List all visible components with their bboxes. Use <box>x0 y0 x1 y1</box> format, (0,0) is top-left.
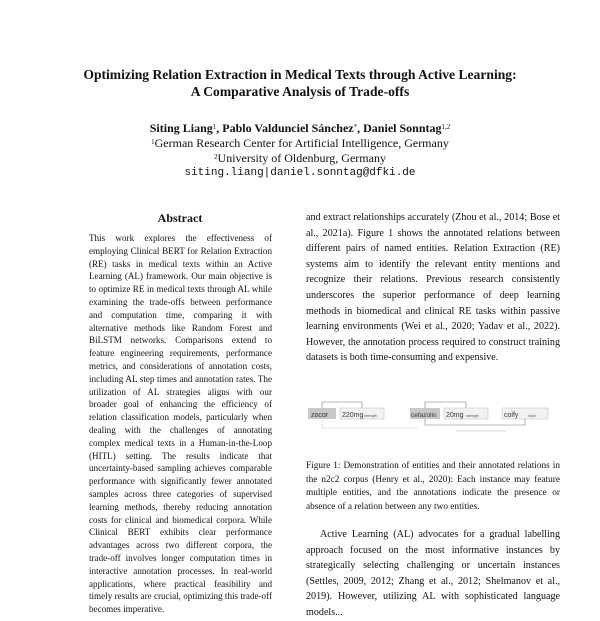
entity-token: cefazolin <box>411 412 437 419</box>
relation-arc <box>425 402 466 408</box>
author-2-mark: * <box>353 123 358 131</box>
author-2: Pablo Valdunciel Sánchez <box>222 121 354 135</box>
paper-title <box>40 66 560 100</box>
abstract-body <box>89 232 272 616</box>
intro-paragraph-2: Active Learning (AL) advocates for a gradual labelling approach focused on the most informative instances by strategically selecting challenging or uncertain instances (Settles, 2009, 2012; Zhang et al., 2012; Shelmanov et al., 2019). However, utilizing AL with sophisticated language models... <box>306 529 560 618</box>
author-names: Siting Liang$^1$, Pablo Valdunciel Sánchez*, Daniel Sonntag$^{1,2}$ <box>149 121 451 135</box>
figure-1-diagram <box>306 400 560 446</box>
title-line-1: Optimizing Relation Extraction in Medical Texts through Active Learning: <box>83 67 517 82</box>
abstract-text: This work explores the effectiveness of employing Clinical BERT for Relation Extraction (RE) tasks in medical texts within an Active Learning (AL) framework. Our main objective is to optimize RE in medical texts through AL while examining the trade-offs between performance and computation time, comparing it with alternative methods like Random Forest and BiLSTM networks. Comparisons extend to feature engineering requirements, performance metrics, and considerations of annotation costs, including AL step times and annotation rates. The utilization of AL strategies aligns with our broader goal of enhancing the efficiency of relation classification models, particularly when dealing with the challenges of annotating complex medical texts in a Human-in-the-Loop (HITL) setting. The results indicate that uncertainty-based sampling achieves comparable performance with significantly fewer annotated samples across three categories of supervised learning methods, thereby reducing annotation costs for clinical and biomedical corpora. While Clinical BERT exhibits clear performance advantages across two different corpora, the trade-off involves longer computation times in interactive annotation processes. In real-world applications, where practical feasibility and timely results are crucial, optimizing this trade-off becomes imperative. <box>89 233 272 615</box>
affiliation-1: $^1$German Research Center for Artificial Intelligence, Germany <box>151 136 449 150</box>
entity-token: 220mg <box>342 412 364 419</box>
author-block <box>40 121 560 181</box>
intro-paragraph-1: and extract relationships accurately (Zhou et al., 2014; Bose et al., 2021a). Figure 1 shows the annotated relations between different pairs of named entities. Relation Extraction (RE) systems aim to identify the relevant entity mentions and recognize their relations. Previous research consistently underscores the superior performance of deep learning methods in biomedical and clinical RE tasks within passive learning environments (Wei et al., 2020; Yadav et al., 2022). However, the annotation process required to construct training datasets is both time-consuming and expensive. <box>306 212 560 364</box>
title-line-2: A Comparative Analysis of Trade-offs <box>190 84 410 99</box>
entity-tag: route <box>528 414 536 418</box>
author-3: Daniel Sonntag <box>363 121 442 135</box>
relation-arc <box>322 419 418 428</box>
entity-tag: strength <box>466 414 479 418</box>
author-1-mark: 1 <box>212 123 217 131</box>
figure-1-caption: Figure 1: Demonstration of entities and their annotated relations in the n2c2 corpus (Henry et al., 2020): Each instance may feature multiple entities, and the annotations indicate the presence or absence of a relation between any two entities. <box>306 461 560 512</box>
entity-token: 20mg <box>446 412 464 419</box>
author-1: Siting Liang <box>149 121 213 135</box>
figure-1 <box>306 400 560 446</box>
abstract-heading: Abstract <box>157 211 203 225</box>
author-emails: siting.liang|daniel.sonntag@dfki.de <box>184 167 416 179</box>
author-3-mark: 1,2 <box>441 123 451 131</box>
entity-token: zocor <box>311 412 329 419</box>
relation-arc <box>425 419 525 425</box>
affiliation-2: $^2$University of Oldenburg, Germany <box>214 151 386 165</box>
entity-tag: strength <box>364 414 377 418</box>
entity-token: colfy <box>504 412 519 419</box>
relation-arc <box>322 402 362 408</box>
